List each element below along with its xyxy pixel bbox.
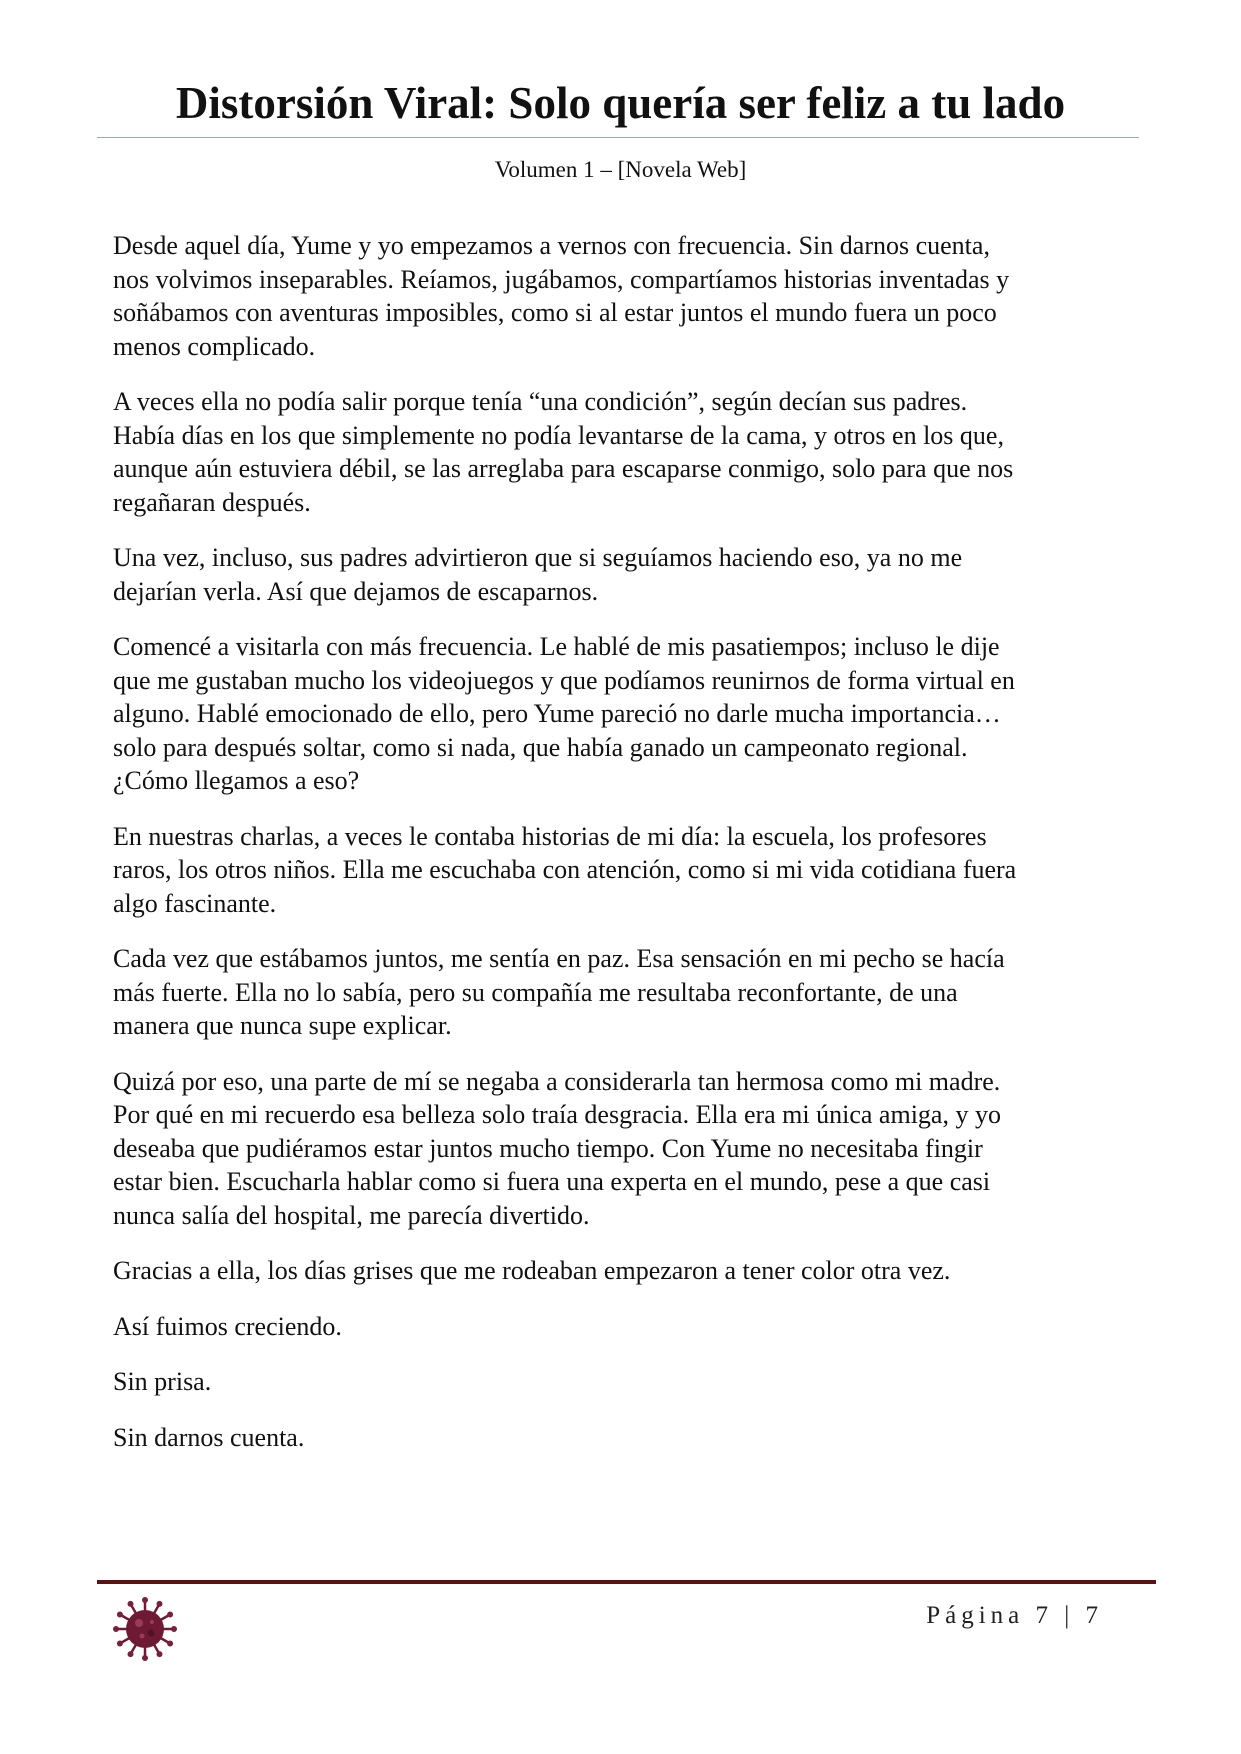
paragraph: A veces ella no podía salir porque tenía “una condición”, según decían sus padres. Había días en los que simplemente no podía levantarse de la cama, y otros en los que, aunque aún estuviera débil, se las arreglaba para escaparse conmigo, solo para que nos regañaran después. — [113, 387, 1014, 517]
paragraph: Sin darnos cuenta. — [113, 1422, 305, 1452]
volume-subtitle: Volumen 1 – [Novela Web] — [494, 157, 747, 182]
paragraph: Así fuimos creciendo. — [113, 1311, 342, 1341]
page-title: Distorsión Viral: Solo quería ser feliz a tu lado — [175, 78, 1066, 128]
title-divider — [97, 137, 1139, 138]
paragraph: Cada vez que estábamos juntos, me sentía en paz. Esa sensación en mi pecho se hacía más fuerte. Ella no lo sabía, pero su compañía me resultaba reconfortante, de una manera que nunca supe explicar. — [113, 944, 1005, 1040]
paragraph: Desde aquel día, Yume y yo empezamos a vernos con frecuencia. Sin darnos cuenta, nos volvimos inseparables. Reíamos, jugábamos, compartíamos historias inventadas y soñábamos con aventuras imposibles, como si al estar juntos el mundo fuera un poco menos complicado. — [113, 231, 1010, 361]
paragraph: En nuestras charlas, a veces le contaba historias de mi día: la escuela, los profesores raros, los otros niños. Ella me escuchaba con atención, como si mi vida cotidiana fuera algo fascinante. — [113, 821, 1017, 918]
footer-divider — [97, 1580, 1156, 1584]
paragraph: Comencé a visitarla con más frecuencia. Le hablé de mis pasatiempos; incluso le dije que me gustaban mucho los videojuegos y que podíamos reunirnos de forma virtual en alguno. Hablé emocionado de ello, pero Yume pareció no darle mucha importancia… solo para después soltar, como si nada, que había ganado un campeonato regional. ¿Cómo llegamos a eso? — [113, 632, 1015, 795]
paragraph: Quizá por eso, una parte de mí se negaba a considerarla tan hermosa como mi madre. Por qué en mi recuerdo esa belleza solo traía desgracia. Ella era mi única amiga, y yo deseaba que pudiéramos estar juntos mucho tiempo. Con Yume no necesitaba fingir estar bien. Escucharla hablar como si fuera una experta en el mundo, pese a que casi nunca salía del hospital, me parecía divertido. — [113, 1066, 1001, 1230]
virus-icon — [112, 1596, 178, 1662]
paragraph: Gracias a ella, los días grises que me rodeaban empezaron a tener color otra vez. — [113, 1256, 951, 1285]
page-number: Página 7 | 7 — [926, 1602, 1103, 1629]
body-text — [113, 229, 1133, 1476]
paragraph: Sin prisa. — [113, 1367, 212, 1396]
paragraph: Una vez, incluso, sus padres advirtieron que si seguíamos haciendo eso, ya no me dejarían verla. Así que dejamos de escaparnos. — [113, 543, 963, 606]
